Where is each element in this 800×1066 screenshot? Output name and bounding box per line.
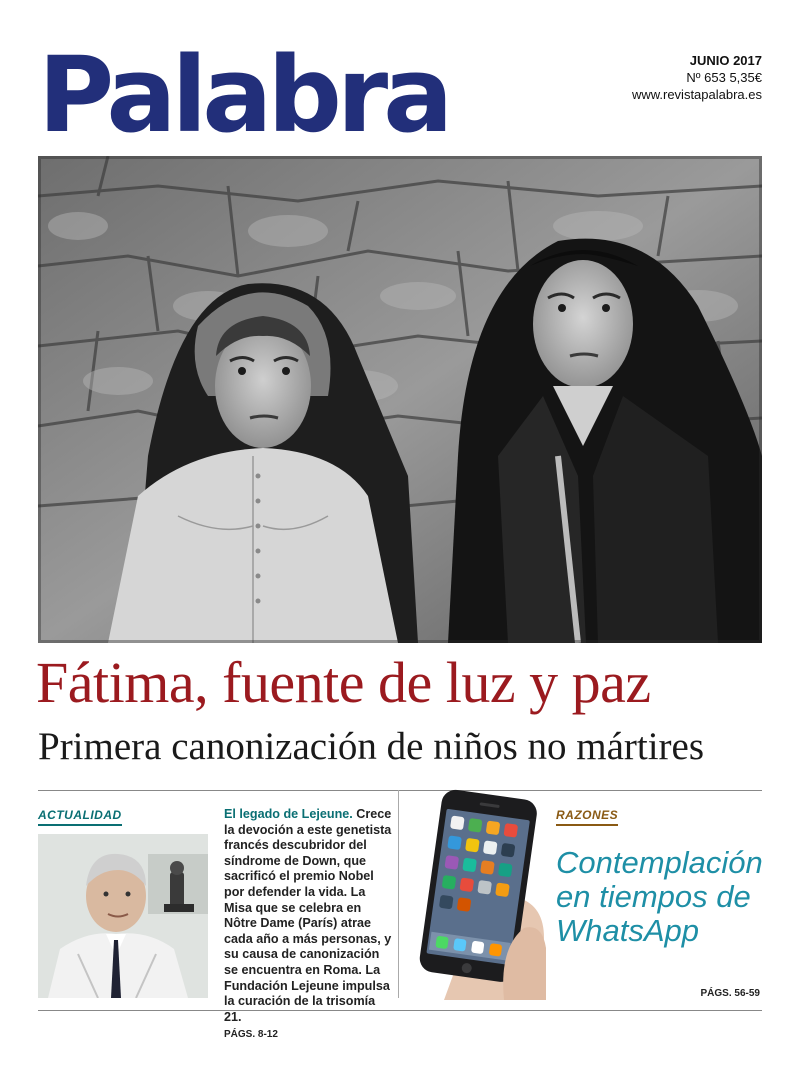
story-body: Crece la devoción a este genetista francés descubridor del síndrome de Down, que sacrificó el premio Nobel por defender la vida. La Misa que se celebra en Nôtre Dame (París) atrae cada año a más personas, y su causa de canonización se encuentra en Roma. La Fundación Lejeune impulsa la curación de la trisomía 21.	[224, 807, 392, 1024]
cover-subheadline: Primera canonización de niños no mártires	[38, 725, 705, 768]
masthead-title: Palabra	[38, 34, 449, 156]
website-link[interactable]: www.revistapalabra.es	[631, 87, 762, 102]
issue-number-price: Nº 653 5,35€	[686, 70, 762, 85]
section-tag-razones: RAZONES	[556, 808, 618, 826]
issue-date: JUNIO 2017	[689, 53, 762, 68]
story-lead: El legado de Lejeune.	[224, 807, 357, 821]
magazine-logo	[38, 34, 458, 156]
story-pages: PÁGS. 8-12	[224, 1029, 278, 1041]
issue-info	[632, 52, 762, 103]
razones-title: Contemplación en tiempos de WhatsApp	[556, 845, 763, 948]
column-divider	[398, 790, 399, 998]
razones-pages: PÁGS. 56-59	[700, 988, 760, 999]
section-divider	[38, 790, 762, 791]
cover-headline: Fátima, fuente de luz y paz	[36, 650, 651, 715]
section-tag-actualidad: ACTUALIDAD	[38, 808, 122, 826]
smartphone-image	[404, 788, 554, 1000]
cover-photo	[38, 156, 762, 643]
footer-divider	[38, 1010, 762, 1011]
lejeune-portrait	[38, 834, 208, 998]
lejeune-story	[224, 807, 392, 1043]
